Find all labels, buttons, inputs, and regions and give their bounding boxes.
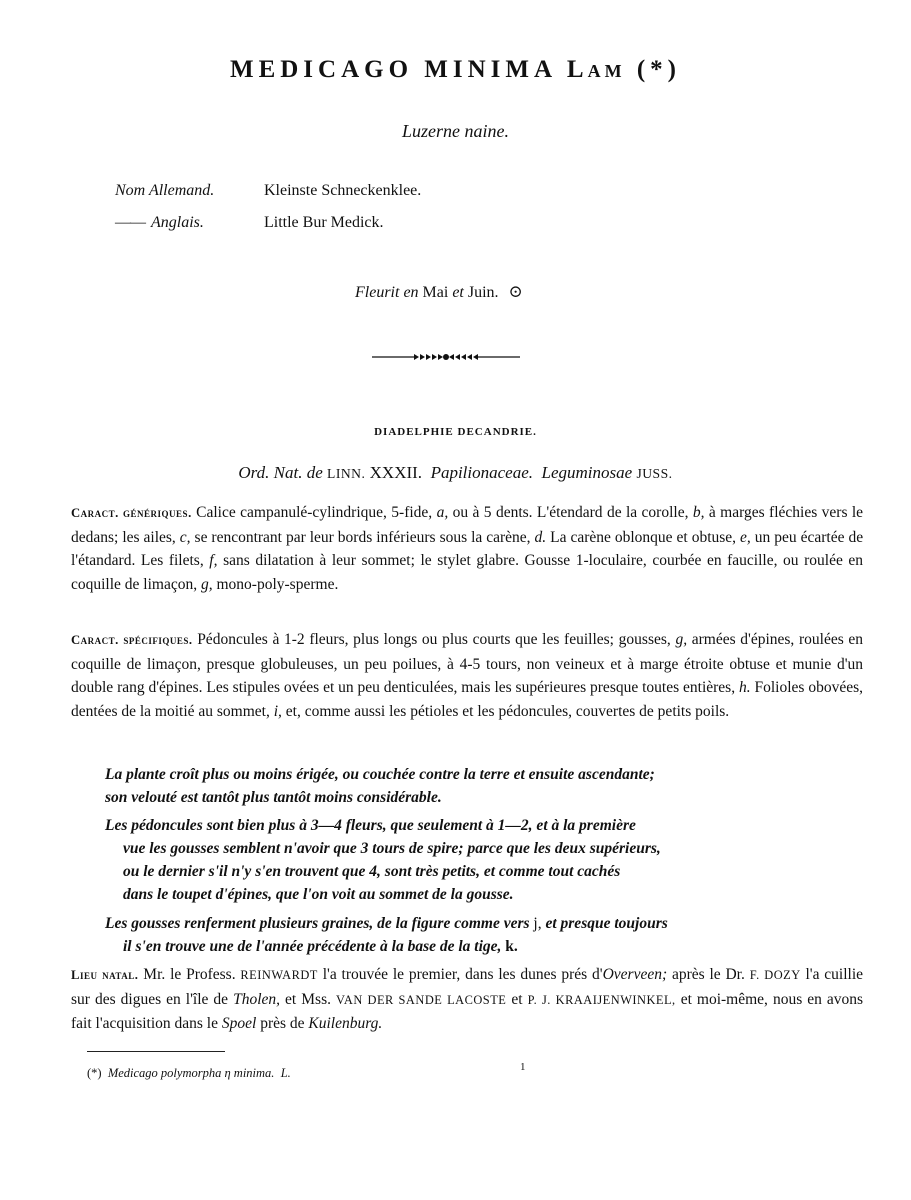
specific-label: Caract. spécifiques. (71, 633, 193, 647)
juss-abbrev: JUSS. (636, 466, 673, 481)
specific-text: Pédoncules à 1-2 fleurs, plus longs ou plus courts que les feuilles; gousses, (197, 631, 671, 648)
note-habit (105, 763, 863, 809)
figure-ref: g, (675, 631, 688, 648)
person-name: P. J. KRAAIJENWINKEL, (527, 992, 676, 1007)
english-name-label (115, 212, 260, 234)
figure-ref: j, (533, 915, 542, 932)
generic-text: Calice campanulé-cylindrique, 5-fide, (196, 504, 433, 521)
specific-characters (71, 628, 863, 723)
footnote-text: Medicago polymorpha η minima. (107, 1066, 275, 1080)
vernacular-names (115, 180, 421, 244)
generic-text: à marges fléchies vers le dedans; les ailes, (71, 504, 864, 546)
german-name-label: Nom Allemand. (115, 182, 215, 199)
note-line: La plante croît plus ou moins érigée, ou couchée contre la terre et ensuite ascendante; (105, 766, 655, 783)
english-label-text: Anglais. (151, 214, 204, 231)
figure-ref: f, (209, 552, 218, 569)
english-name-value: Little Bur Medick. (264, 214, 384, 231)
figure-ref: h. (738, 679, 751, 696)
place-name: Overveen; (602, 966, 668, 983)
generic-text: un peu écartée de l'étandard. Les filets, (71, 528, 864, 569)
ditto-dash: —— (115, 214, 145, 231)
flowering-word: Fleurit (355, 284, 400, 301)
figure-ref: i, (273, 702, 282, 720)
generic-text: se rencontrant par leur bords inférieurs sous la carène, (194, 528, 531, 546)
english-name-row (115, 212, 421, 244)
figure-ref: c, (179, 528, 191, 546)
order-number: XXXII. (369, 463, 423, 482)
figure-ref: b, (692, 504, 705, 521)
note-line (105, 935, 863, 958)
family-papilionaceae: Papilionaceae. (430, 463, 534, 482)
flowering-period (355, 282, 523, 302)
figure-ref: a, (436, 504, 449, 521)
german-name-row (115, 180, 421, 212)
title-genus-species: MEDICAGO MINIMA (229, 56, 556, 83)
ornament-divider-icon (372, 351, 520, 363)
flowering-month-june: Juin. (467, 284, 499, 301)
generic-characters (71, 501, 863, 596)
figure-ref: k. (505, 938, 518, 955)
note-text: il s'en trouve une de l'année précédente à la base de la tige, (123, 938, 502, 955)
figure-ref: g, (201, 575, 213, 593)
habitat-text: l'a trouvée le premier, dans les dunes prés d' (322, 966, 603, 983)
specific-text: armées d'épines, roulées en coquille de limaçon, presque globuleuses, un peu poilues, à 4-5 tours, non veineux et à marge étroite obtuse et munie d'un double rang d'épines. Les stipules ovées et un peu denticulées, mais les supérieures presque toutes entières, (71, 631, 864, 696)
common-name: Luzerne naine. (402, 121, 509, 141)
footnote-author: L. (280, 1066, 291, 1080)
natural-order-line (0, 463, 911, 483)
generic-label: Caract. génériques. (71, 506, 192, 520)
flowering-et: et (452, 284, 464, 301)
generic-text: La carène oblonque et obtuse, (550, 528, 737, 546)
native-habitat (71, 963, 863, 1036)
flowering-month-may: Mai (422, 284, 449, 301)
generic-text: ou à 5 dents. L'étendard de la corolle, (452, 504, 689, 521)
habitat-text: et moi-même, nous en avons fait l'acquisition dans le (71, 990, 864, 1032)
ord-nat-label: Ord. Nat. de (238, 463, 323, 482)
linnaean-class-heading: DIADELPHIE DECANDRIE. (374, 426, 537, 438)
habitat-text: et (511, 990, 523, 1008)
habitat-text: près de (260, 1015, 305, 1032)
linn-abbrev: LINN. (327, 466, 366, 481)
footnote (87, 1066, 291, 1081)
figure-ref: e, (740, 528, 751, 546)
note-text: et presque toujours (545, 915, 668, 932)
footnote-rule (87, 1051, 225, 1052)
specific-text: et, comme aussi les pétioles et les pédoncules, couvertes de petits poils. (285, 702, 730, 720)
habitat-text: Mr. le Profess. (143, 966, 236, 983)
note-line: ou le dernier s'il n'y s'en trouvent que 4, sont très petits, et comme tout cachés (123, 863, 621, 880)
page-title (0, 56, 911, 84)
footnote-mark: (*) (87, 1066, 102, 1080)
place-name: Tholen, (233, 990, 281, 1008)
note-line: dans le toupet d'épines, que l'on voit au sommet de la gousse. (123, 886, 514, 903)
note-line: Les pédoncules sont bien plus à 3—4 fleurs, que seulement à 1—2, et à la première (105, 817, 636, 834)
title-author: Lam (566, 56, 626, 83)
generic-text: mono-poly-sperme. (216, 575, 339, 593)
person-name: VAN DER SANDE LACOSTE (336, 992, 507, 1007)
person-name: REINWARDT (240, 968, 318, 982)
person-name: F. DOZY (749, 968, 801, 982)
specific-text: Folioles obovées, dentées de la moitié au sommet, (71, 679, 864, 720)
generic-text: sans dilatation à leur sommet; le stylet glabre. Gousse 1-loculaire, courbée en faucille, ou roulée en coquille de limaçon, (71, 552, 864, 593)
note-line: vue les gousses semblent n'avoir que 3 tours de spire; parce que les deux supérieurs, (123, 840, 661, 857)
habitat-text: l'a cuillie sur des digues en l'île de (71, 966, 864, 1008)
habitat-text: et Mss. (285, 990, 331, 1008)
habitat-label: Lieu natal. (71, 968, 139, 982)
habitat-text: après le Dr. (671, 966, 745, 983)
figure-ref: d. (534, 528, 547, 546)
flowering-en: en (403, 284, 419, 301)
note-line: son velouté est tantôt plus tantôt moins considérable. (105, 789, 442, 806)
title-footnote-mark: (*) (636, 56, 681, 83)
note-text: Les gousses renferment plusieurs graines, de la figure comme vers (105, 915, 530, 932)
place-name: Kuilenburg. (308, 1015, 383, 1032)
annual-symbol-icon: ⊙ (508, 282, 523, 301)
german-name-value: Kleinste Schneckenklee. (264, 182, 422, 199)
place-name: Spoel (221, 1015, 257, 1032)
note-peduncles (105, 814, 863, 906)
note-line (105, 912, 863, 935)
note-seeds (105, 912, 863, 958)
page-mark: 1 (520, 1061, 526, 1073)
family-leguminosae: Leguminosae (541, 463, 633, 482)
